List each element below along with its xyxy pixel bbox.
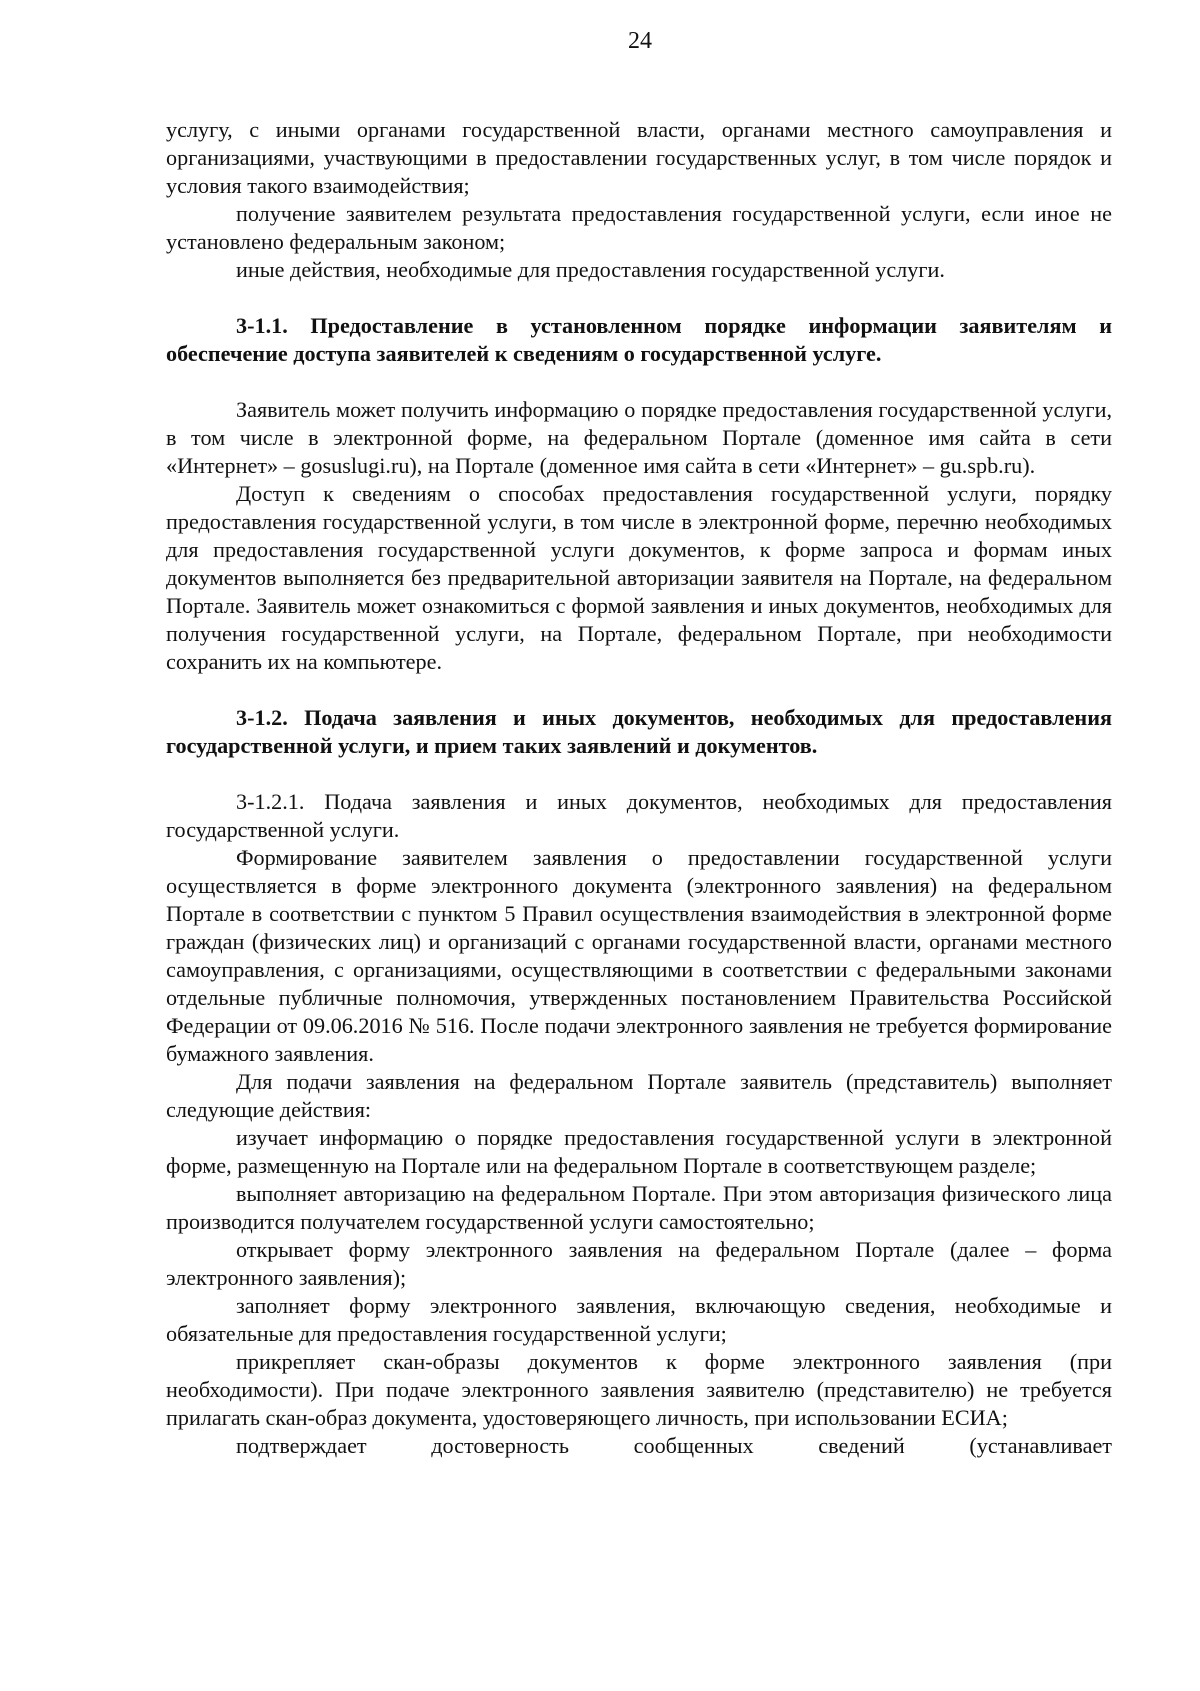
list-item: прикрепляет скан-образы документов к форме электронного заявления (при необходимости). При подаче электронного заявления заявителю (представителю) не требуется прилагать скан-образ документа, удостоверяющего личность, при использовании ЕСИА; <box>166 1349 1112 1430</box>
list-item: заполняет форму электронного заявления, включающую сведения, необходимые и обязательные для предоставления государственной услуги; <box>166 1293 1112 1346</box>
list-item: подтверждает достоверность сообщенных сведений (устанавливает <box>236 1433 1112 1458</box>
document-body <box>166 116 1112 1460</box>
paragraph: получение заявителем результата предоставления государственной услуги, если иное не установлено федеральным законом; <box>166 201 1112 254</box>
section-heading-3-1-1: 3-1.1. Предоставление в установленном порядке информации заявителям и обеспечение доступа заявителей к сведениям о государственной услуге. <box>166 313 1112 366</box>
paragraph: Формирование заявителем заявления о предоставлении государственной услуги осуществляется в форме электронного документа (электронного заявления) на федеральном Портале в соответствии с пунктом 5 Правил осуществления взаимодействия в электронной форме граждан (физических лиц) и организаций с органами государственной власти, органами местного самоуправления, с организациями, осуществляющими в соответствии с федеральными законами отдельные публичные полномочия, утвержденных постановлением Правительства Российской Федерации от 09.06.2016 № 516. После подачи электронного заявления не требуется формирование бумажного заявления. <box>166 845 1112 1066</box>
paragraph: 3-1.2.1. Подача заявления и иных документов, необходимых для предоставления государственной услуги. <box>166 789 1112 842</box>
paragraph: Для подачи заявления на федеральном Портале заявитель (представитель) выполняет следующие действия: <box>166 1069 1112 1122</box>
list-item: выполняет авторизацию на федеральном Портале. При этом авторизация физического лица производится получателем государственной услуги самостоятельно; <box>166 1181 1112 1234</box>
list-item: открывает форму электронного заявления на федеральном Портале (далее – форма электронного заявления); <box>166 1237 1112 1290</box>
paragraph: услугу, с иными органами государственной власти, органами местного самоуправления и организациями, участвующими в предоставлении государственных услуг, в том числе порядок и условия такого взаимодействия; <box>166 117 1112 198</box>
spacer <box>166 368 1112 396</box>
paragraph: иные действия, необходимые для предоставления государственной услуги. <box>236 257 945 282</box>
section-heading-3-1-2: 3-1.2. Подача заявления и иных документов, необходимых для предоставления государственной услуги, и прием таких заявлений и документов. <box>166 705 1112 758</box>
spacer <box>166 676 1112 704</box>
spacer <box>166 284 1112 312</box>
page-number: 24 <box>628 28 652 54</box>
paragraph: Заявитель может получить информацию о порядке предоставления государственной услуги, в том числе в электронной форме, на федеральном Портале (доменное имя сайта в сети «Интернет» – gosuslugi.ru), на Портале (доменное имя сайта в сети «Интернет» – gu.spb.ru). <box>166 397 1112 478</box>
paragraph: Доступ к сведениям о способах предоставления государственной услуги, порядку предоставления государственной услуги, в том числе в электронной форме, перечню необходимых для предоставления государственной услуги документов, к форме запроса и формам иных документов выполняется без предварительной авторизации заявителя на Портале, на федеральном Портале. Заявитель может ознакомиться с формой заявления и иных документов, необходимых для получения государственной услуги, на Портале, федеральном Портале, при необходимости сохранить их на компьютере. <box>166 481 1112 674</box>
spacer <box>166 760 1112 788</box>
list-item: изучает информацию о порядке предоставления государственной услуги в электронной форме, размещенную на Портале или на федеральном Портале в соответствующем разделе; <box>166 1125 1112 1178</box>
